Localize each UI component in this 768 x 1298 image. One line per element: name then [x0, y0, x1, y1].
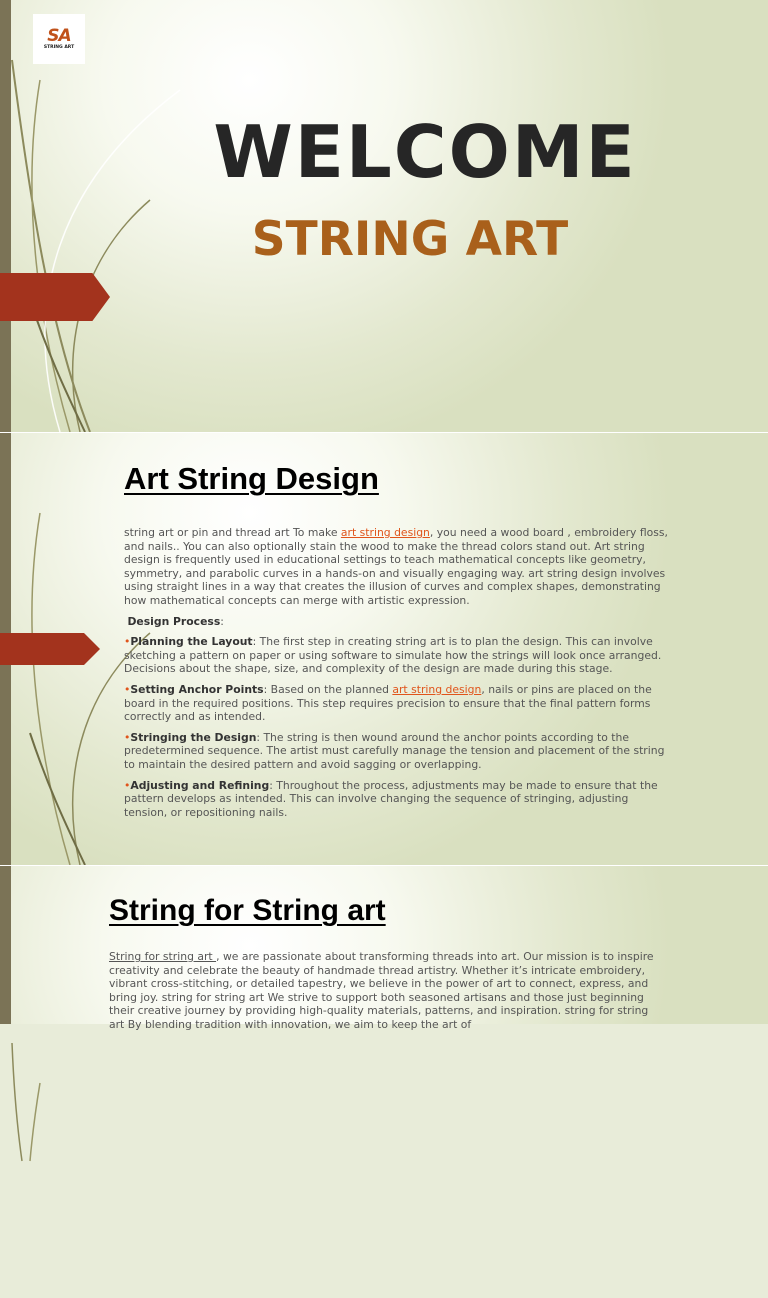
intro-text-cont: , you need a wood board , embroidery floss, and nails.. You can also optionally stain the wood to make the thread colors stand out. Art string design is frequently used in educational settings to teach mathematical concepts like geometry, symmetry, and parabolic curves in a hands-on and visually engaging way. art string design involves using straight lines in a way that creates the illusion of curves and complex shapes, demonstrating how mathematical concepts can merge with artistic expression.: [124, 526, 668, 607]
string-for-string-art-link[interactable]: String for string art: [109, 950, 217, 963]
string-for-string-art-slide: [0, 866, 768, 1031]
art-string-design-slide: [0, 433, 768, 865]
bullet: •: [124, 682, 131, 696]
body-paragraph: [109, 950, 659, 1032]
step-text: : Throughout the process, adjustments may be made to ensure that the pattern develops as intended. This can involve changing the sequence of stringing, adjusting tension, or repositioning nails.: [124, 778, 658, 819]
step-item: [124, 779, 672, 820]
title-slide: [0, 0, 768, 432]
process-label: [124, 615, 672, 629]
logo-subtext: STRING ART: [43, 45, 75, 50]
welcome-title: WELCOME: [213, 110, 637, 194]
logo-mark: SA: [47, 26, 71, 46]
slide-body: [109, 950, 659, 1039]
bullet: •: [124, 778, 131, 792]
step-item: [124, 683, 672, 724]
swirl-decoration: [0, 866, 200, 1298]
step-title: Adjusting and Refining: [130, 778, 270, 792]
art-string-design-link[interactable]: art string design: [340, 526, 430, 539]
process-label-colon: :: [220, 614, 224, 628]
step-title: Stringing the Design: [130, 730, 257, 744]
side-bar: [0, 0, 11, 432]
slide-heading: String for String art: [109, 894, 386, 927]
process-label-text: Design Process: [127, 614, 221, 628]
accent-arrow: [0, 273, 110, 321]
accent-arrow: [0, 633, 100, 665]
body-text: , we are passionate about transforming threads into art. Our mission is to inspire creativity and celebrate the beauty of handmade thread artistry. Whether it’s intricate embroidery, vibrant cross-stitching, or detailed tapestry, we believe in the power of art to connect, express, and bring joy. string for string art We strive to support both seasoned artisans and those just beginning their creative journey by providing high-quality materials, patterns, and inspiration. string for string art By blending tradition with innovation, we aim to keep the art of: [109, 950, 654, 1031]
intro-paragraph: [124, 526, 672, 608]
bullet: •: [124, 635, 131, 649]
step-text-cont: , nails or pins are placed on the board in the required positions. This step requires precision to ensure that the final pattern forms correctly and as intended.: [124, 682, 652, 724]
swirl-decoration: [0, 0, 200, 432]
step-text: : Based on the planned: [263, 682, 393, 696]
slide-body: [124, 526, 672, 826]
step-item: [124, 635, 672, 676]
intro-text: string art or pin and thread art To make: [124, 526, 341, 539]
step-text: : The first step in creating string art is to plan the design. This can involve sketching a pattern on paper or using software to simulate how the strings will look once arranged. Decisions about the shape, size, and complexity of the design are made during this stage.: [124, 635, 662, 676]
step-item: [124, 731, 672, 772]
slide-subtitle: STRING ART: [251, 212, 569, 267]
step-title: Setting Anchor Points: [130, 682, 264, 696]
slide-heading: Art String Design: [124, 461, 379, 496]
logo: [33, 14, 85, 64]
art-string-design-link[interactable]: art string design: [392, 682, 482, 696]
bullet: •: [124, 730, 131, 744]
step-title: Planning the Layout: [130, 635, 253, 649]
side-bar: [0, 866, 11, 1024]
step-text: : The string is then wound around the anchor points according to the predetermined sequence. The artist must carefully manage the tension and placement of the string to maintain the desired pattern and avoid sagging or overlapping.: [124, 730, 665, 771]
